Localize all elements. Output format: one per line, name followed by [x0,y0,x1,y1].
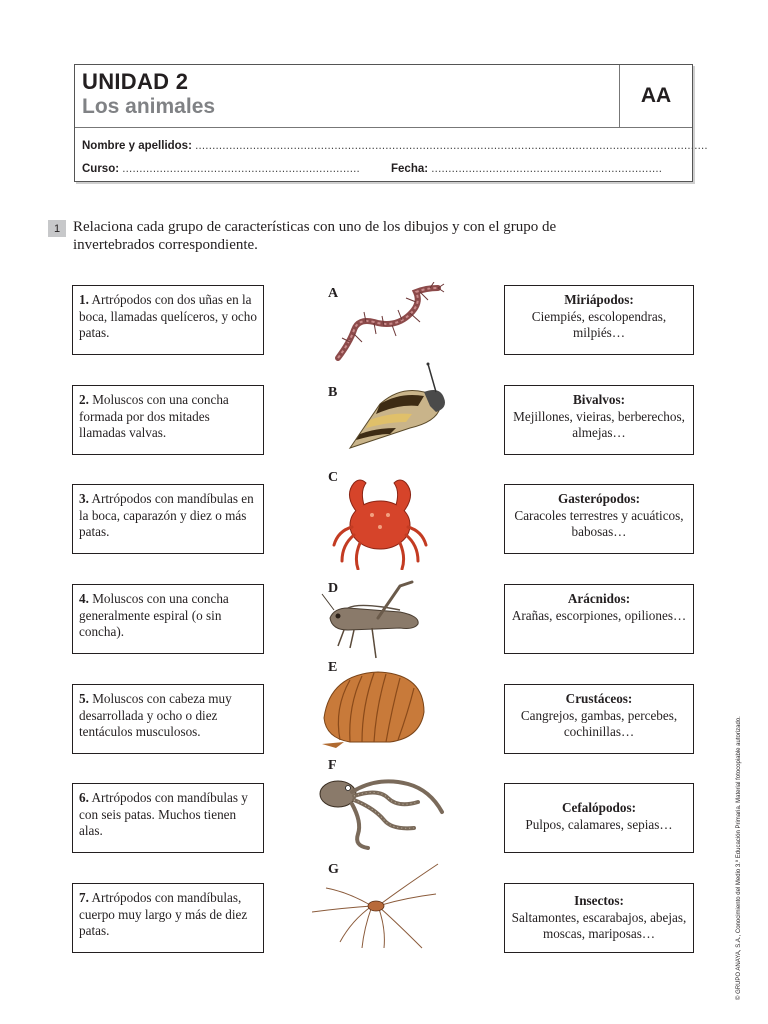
picture-letter-g: G [328,862,339,877]
course-field[interactable]: Curso: ...................................................................... [82,163,360,175]
level-badge: AA [619,65,692,127]
scallop-icon[interactable] [320,668,428,748]
centipede-icon[interactable] [330,282,445,362]
date-label: Fecha: [391,163,429,175]
question-instruction: Relaciona cada grupo de características con uno de los dibujos y con el grupo de invertebrados correspondiente. [73,219,557,253]
description-box-4[interactable]: 4. Moluscos con una concha generalmente espiral (o sin concha). [72,584,264,654]
group-box-gasteropodos[interactable]: Gasterópodos: Caracoles terrestres y acuáticos, babosas… [504,484,694,554]
group-box-aracnidos[interactable]: Arácnidos: Arañas, escorpiones, opiliones… [504,584,694,654]
picture-letter-b: B [328,385,338,400]
description-box-3[interactable]: 3. Artrópodos con mandíbulas en la boca, caparazón y diez o más patas. [72,484,264,554]
picture-letter-e: E [328,660,338,675]
crab-icon[interactable] [330,465,432,570]
picture-letter-f: F [328,758,337,773]
name-label: Nombre y apellidos: [82,140,192,152]
unit-label: UNIDAD 2 [82,69,189,94]
copyright-notice: © GRUPO ANAYA, S.A., Conocimiento del Medio 3.º Educación Primaria. Material fotocopiable autorizado. [736,716,742,1000]
question-number: 1 [48,220,66,237]
octopus-icon[interactable] [318,772,448,852]
group-box-bivalvos[interactable]: Bivalvos: Mejillones, vieiras, berberechos, almejas… [504,385,694,455]
spider-icon[interactable] [312,858,440,950]
group-box-insectos[interactable]: Insectos: Saltamontes, escarabajos, abejas, moscas, mariposas… [504,883,694,953]
grasshopper-icon[interactable] [320,578,425,663]
worksheet-header [74,64,708,182]
name-field[interactable]: Nombre y apellidos: ....................................................................................................................................................... [82,140,708,152]
description-box-1[interactable]: 1. Artrópodos con dos uñas en la boca, llamadas quelíceros, y ocho patas. [72,285,264,355]
description-box-7[interactable]: 7. Artrópodos con mandíbulas, cuerpo muy largo y más de diez patas. [72,883,264,953]
date-field[interactable]: Fecha: .................................................................... [391,163,663,175]
description-box-2[interactable]: 2. Moluscos con una concha formada por dos mitades llamadas valvas. [72,385,264,455]
description-box-6[interactable]: 6. Artrópodos con mandíbulas y con seis patas. Muchos tienen alas. [72,783,264,853]
header-title-area [75,65,692,128]
picture-letter-a: A [328,286,339,301]
snail-icon[interactable] [340,362,455,452]
picture-letter-c: C [328,470,339,485]
description-box-5[interactable]: 5. Moluscos con cabeza muy desarrollada y ocho o diez tentáculos musculosos. [72,684,264,754]
group-box-crustaceos[interactable]: Crustáceos: Cangrejos, gambas, percebes, cochinillas… [504,684,694,754]
unit-subtitle: Los animales [82,95,216,118]
course-label: Curso: [82,163,120,175]
group-box-miriapodos[interactable]: Miriápodos: Ciempiés, escolopendras, milpiés… [504,285,694,355]
picture-letter-d: D [328,581,339,596]
group-box-cefalopodos[interactable]: Cefalópodos: Pulpos, calamares, sepias… [504,783,694,853]
